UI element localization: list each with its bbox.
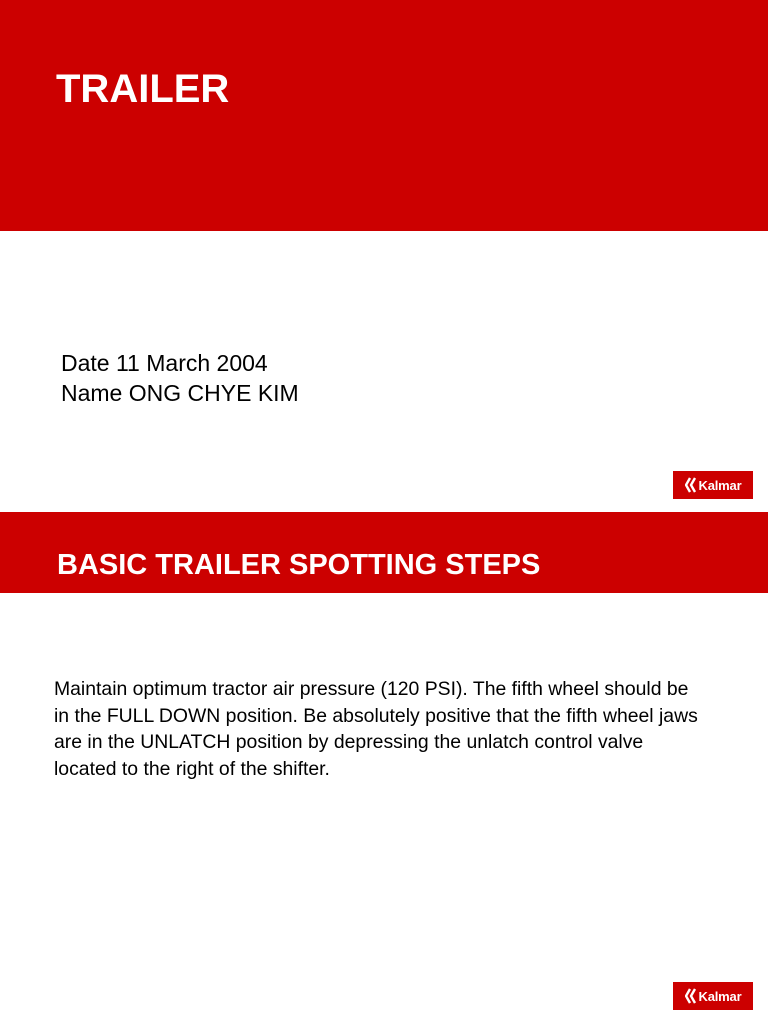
- kalmar-logo: [673, 471, 753, 499]
- logo-brand-text: Kalmar: [698, 988, 742, 1004]
- slide-heading: BASIC TRAILER SPOTTING STEPS: [57, 549, 541, 581]
- kalmar-k-mark-icon: [685, 477, 697, 493]
- presentation-meta: [61, 348, 299, 408]
- logo-brand-text: Kalmar: [698, 477, 742, 493]
- content-slide: [0, 512, 768, 1024]
- author-name-line: Name ONG CHYE KIM: [61, 380, 299, 406]
- body-paragraph: Maintain optimum tractor air pressure (120 PSI). The fifth wheel should be in the FULL DOWN position. Be absolutely positive that the fifth wheel jaws are in the UNLATCH position by depressing the unlatch control valve located to the right of the shifter.: [54, 678, 698, 780]
- title-banner: [0, 0, 768, 231]
- heading-banner: [0, 512, 768, 593]
- kalmar-k-mark-icon: [685, 988, 697, 1004]
- date-line: Date 11 March 2004: [61, 350, 268, 376]
- kalmar-logo: [673, 982, 753, 1010]
- slide-title: TRAILER: [56, 67, 230, 111]
